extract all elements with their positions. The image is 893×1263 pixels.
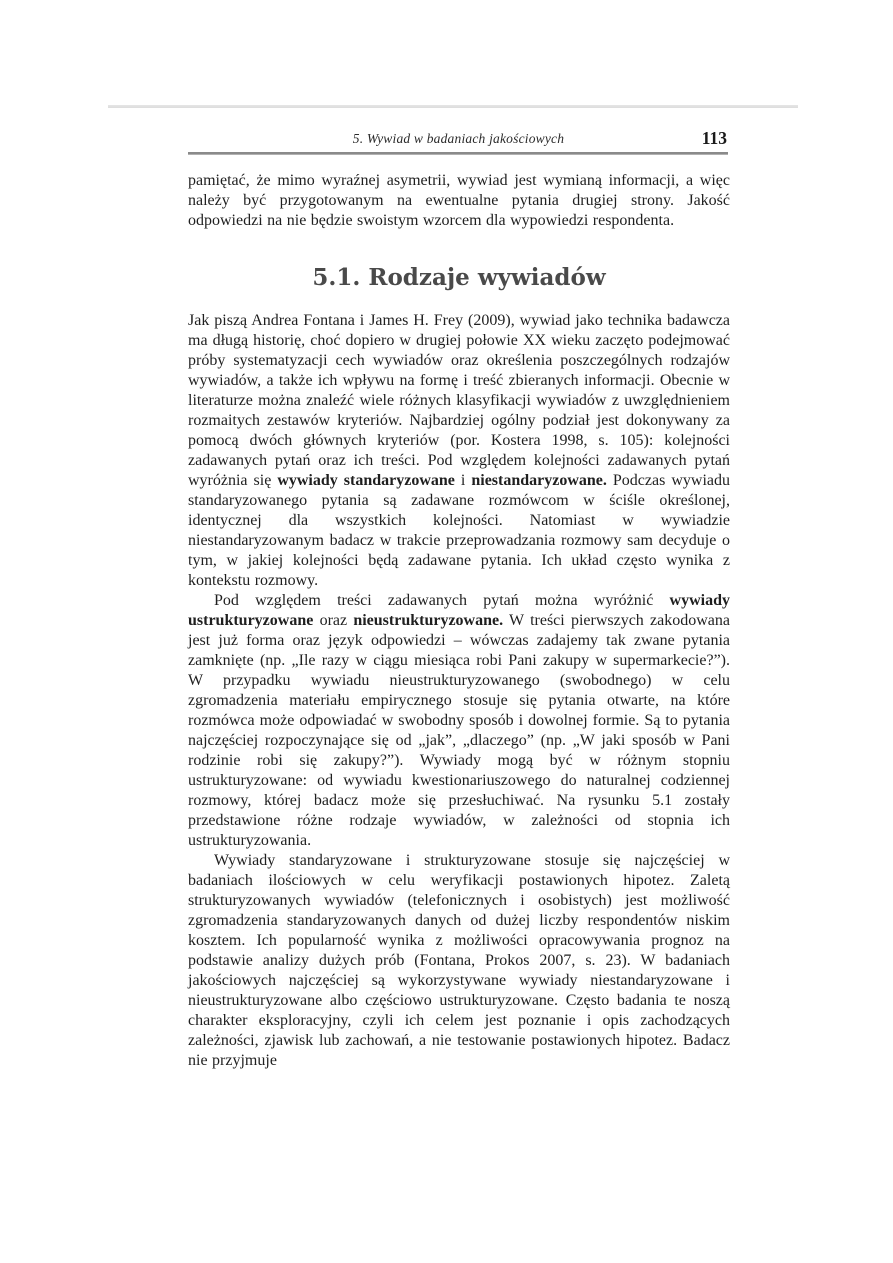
paragraph: [188, 171, 730, 231]
bold-term: nieustrukturyzowane.: [353, 612, 504, 629]
text-segment: Wywiady standaryzowane i strukturyzowane stosuje się najczęściej w badaniach ilościowych w celu weryfikacji postawionych hipotez. Zaletą strukturyzowanych wywiadów (telefonicznych i osobistych) jest możliwość zgromadzenia standaryzowanych danych od dużej liczby respondentów niskim kosztem. Ich popularność wynika z możliwości opracowywania prognoz na podstawie analizy dużych prób (Fontana, Prokos 2007, s. 23). W badaniach jakościowych najczęściej są wykorzystywane wywiady niestandaryzowane i nieustrukturyzowane albo częściowo ustrukturyzowane. Często badania te noszą charakter eksploracyjny, czyli ich celem jest poznanie i opis zachodzących zależności, zjawisk lub zachowań, a nie testowanie postawionych hipotez. Badacz nie przyjmuje: [188, 852, 730, 1069]
text-segment: W treści pierwszych zakodowana jest już forma oraz język odpowiedzi – wówczas zadajemy tak zwane pytania zamknięte (np. „Ile razy w ciągu miesiąca robi Pani zakupy w supermarkecie?”). W przypadku wywiadu nieustrukturyzowanego (swobodnego) w celu zgromadzenia materiału empirycznego stosuje się pytania otwarte, na które rozmówca może odpowiadać w swobodny sposób i dowolnej formie. Są to pytania najczęściej rozpoczynające się od „jak”, „dlaczego” (np. „W jaki sposób w Pani rodzinie robi się zakupy?”). Wywiady mogą być w różnym stopniu ustrukturyzowane: od wywiadu kwestionariuszowego do naturalnej codziennej rozmowy, której badacz może się przesłuchiwać. Na rysunku 5.1 zostały przedstawione różne rodzaje wywiadów, w zależności od stopnia ich ustrukturyzowania.: [188, 612, 730, 849]
text-segment: pamiętać, że mimo wyraźnej asymetrii, wywiad jest wymianą informacji, a więc należy być przygotowanym na ewentualne pytania drugiej strony. Jakość odpowiedzi na nie będzie swoistym wzorcem dla wypowiedzi respondenta.: [188, 172, 730, 229]
paragraph: [188, 311, 730, 591]
paragraph: [188, 851, 730, 1071]
text-segment: Jak piszą Andrea Fontana i James H. Frey (2009), wywiad jako technika badawcza ma długą historię, choć dopiero w drugiej połowie XX wieku zaczęto podejmować próby systematyzacji cech wywiadów oraz określenia poszczególnych rodzajów wywiadów, a także ich wpływu na formę i treść zbieranych informacji. Obecnie w literaturze można znaleźć wiele różnych klasyfikacji wywiadów z uwzględnieniem rozmaitych zestawów kryteriów. Najbardziej ogólny podział jest dokonywany za pomocą dwóch głównych kryteriów (por. Kostera 1998, s. 105): kolejności zadawanych pytań oraz ich treści. Pod względem kolejności zadawanych pytań wyróżnia się: [188, 312, 730, 489]
header-rule: [188, 152, 728, 155]
bold-term: niestandaryzowane.: [471, 472, 607, 489]
page-body: [188, 171, 730, 1071]
running-title: 5. Wywiad w badaniach jakościowych: [352, 131, 565, 146]
paragraph: [188, 591, 730, 851]
text-segment: Podczas wywiadu standaryzowanego pytania są zadawane rozmówcom w ściśle określonej, identycznej dla wszystkich kolejności. Natomiast w wywiadzie niestandaryzowanym badacz w trakcie przeprowadzania rozmowy sam decyduje o tym, w jakiej kolejności będą zadawane pytania. Ich układ często wynika z kontekstu rozmowy.: [188, 472, 730, 589]
page-header: [188, 128, 729, 151]
bold-term: wywiady standaryzowane: [277, 472, 455, 489]
section-heading: 5.1. Rodzaje wywiadów: [312, 264, 606, 291]
top-divider-line: [108, 105, 798, 108]
text-segment: Pod względem treści zadawanych pytań można wyróżnić: [214, 592, 670, 609]
bold-term: wywiady ustrukturyzowane: [188, 592, 730, 629]
text-segment: i: [454, 472, 472, 489]
text-segment: oraz: [313, 612, 354, 629]
page-number: 113: [701, 128, 727, 148]
